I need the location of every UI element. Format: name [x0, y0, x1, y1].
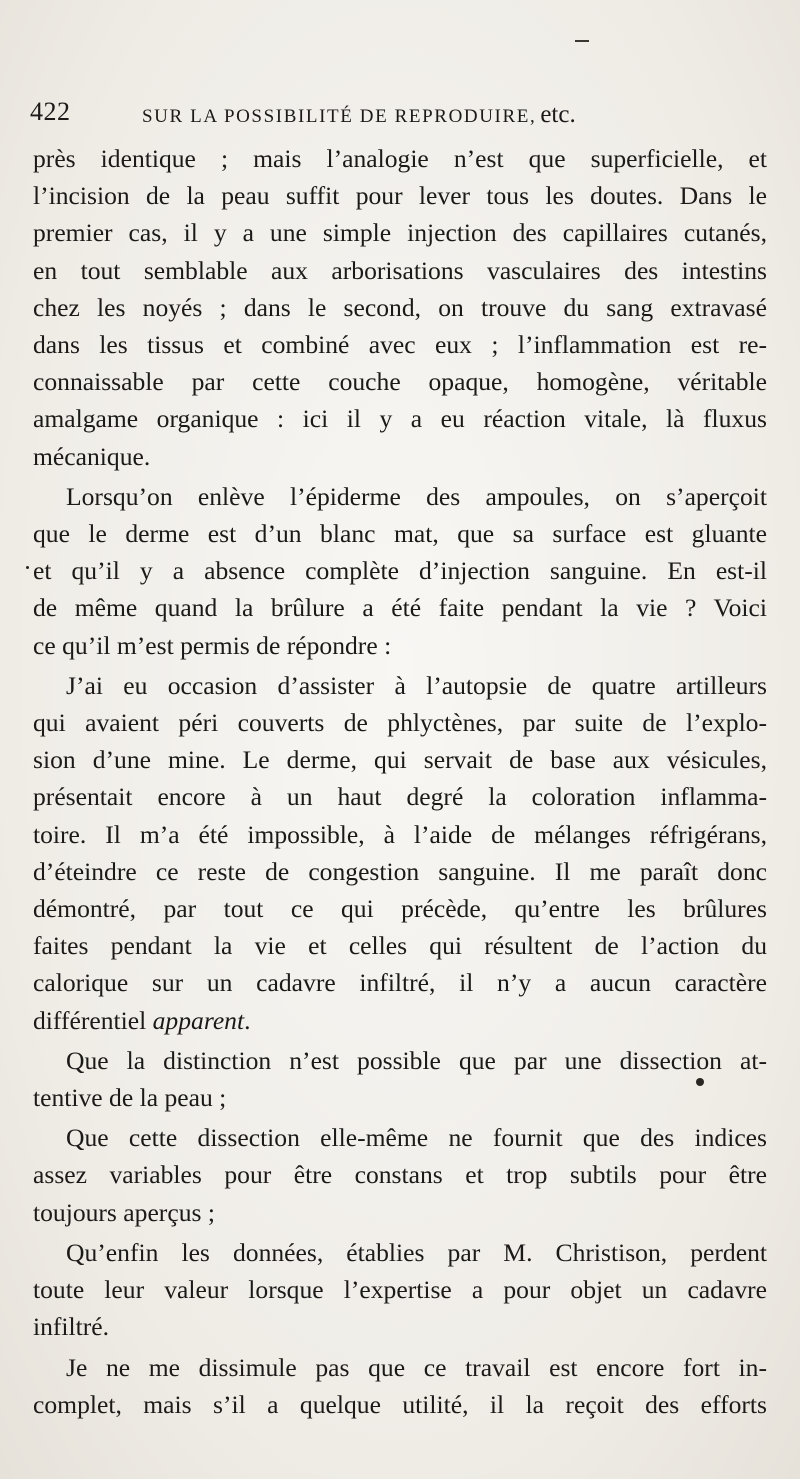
page-number: 422 [30, 97, 71, 126]
text-line: toujours aperçus ; [33, 1197, 215, 1227]
text-line: Lorsqu’on enlève l’épiderme des ampoules, on s’aperçoit [66, 481, 767, 511]
text-line: Qu’enfin les données, établies par M. Christison, perdent [66, 1237, 767, 1267]
text-line: et qu’il y a absence complète d’injection sanguine. En est-il [33, 556, 767, 586]
paragraph-5 [33, 1119, 767, 1231]
text-line: assez variables pour être constans et trop subtils pour être [33, 1160, 767, 1190]
text-line: premier cas, il y a une simple injection des capillaires cutanés, [33, 218, 767, 248]
text-line: complet, mais s’il a quelque utilité, il la reçoit des efforts [33, 1389, 767, 1419]
corner-mark [575, 40, 589, 42]
text-line: en tout semblable aux arborisations vasculaires des intestins [33, 255, 767, 285]
text-line: J’ai eu occasion d’assister à l’autopsie de quatre artilleurs [66, 670, 767, 700]
text-fragment: différentiel [33, 1005, 153, 1035]
running-head [30, 97, 760, 137]
paragraph-3 [33, 667, 767, 1039]
text-line: chez les noyés ; dans le second, on trouve du sang extravasé [33, 292, 767, 322]
text-line: d’éteindre ce reste de congestion sanguine. Il me paraît donc [33, 856, 767, 886]
text-line: toute leur valeur lorsque l’expertise a pour objet un cadavre [33, 1275, 767, 1305]
text-line [33, 1002, 767, 1039]
text-line: amalgame organique : ici il y a eu réaction vitale, là fluxus [33, 404, 767, 434]
ink-speck [696, 1078, 704, 1086]
text-line: tentive de la peau ; [33, 1083, 227, 1113]
text-line: l’incision de la peau suffit pour lever tous les doutes. Dans le [33, 181, 767, 211]
text-line: qui avaient péri couverts de phlyctènes, par suite de l’explo- [33, 708, 767, 738]
text-line: mécanique. [33, 441, 151, 471]
text-line: que le derme est d’un blanc mat, que sa surface est gluante [33, 519, 767, 549]
text-line: sion d’une mine. Le derme, qui servait de base aux vésicules, [33, 745, 767, 775]
paragraph-2 [33, 478, 767, 664]
text-line: Que cette dissection elle-même ne fournit que des indices [66, 1123, 767, 1153]
text-line: infiltré. [33, 1312, 110, 1342]
running-title-text: SUR LA POSSIBILITÉ DE REPRODUIRE, [142, 106, 537, 127]
text-line: Je ne me dissimule pas que ce travail est encore fort in- [66, 1352, 767, 1382]
emphasis-apparent: apparent [152, 1005, 245, 1035]
text-line: présentait encore à un haut degré la coloration inflamma- [33, 782, 767, 812]
text-line: ce qu’il m’est permis de répondre : [33, 630, 392, 660]
ink-speck [26, 566, 29, 569]
text-line: dans les tissus et combiné avec eux ; l’inflammation est re- [33, 330, 767, 360]
text-line: calorique sur un cadavre infiltré, il n’y a aucun caractère [33, 968, 767, 998]
text-fragment: . [244, 1005, 251, 1035]
paragraph-4 [33, 1042, 767, 1116]
body-text [33, 140, 767, 1423]
text-line: Que la distinction n’est possible que par une dissection at- [66, 1045, 767, 1075]
paragraph-6 [33, 1234, 767, 1346]
running-title [142, 101, 576, 129]
text-line: toire. Il m’a été impossible, à l’aide de mélanges réfrigérans, [33, 819, 767, 849]
text-line: connaissable par cette couche opaque, homogène, véritable [33, 367, 767, 397]
paragraph-7 [33, 1349, 767, 1423]
text-line: près identique ; mais l’analogie n’est que superficielle, et [33, 144, 767, 173]
text-line: de même quand la brûlure a été faite pendant la vie ? Voici [33, 593, 767, 623]
text-line: faites pendant la vie et celles qui résultent de l’action du [33, 931, 767, 961]
running-title-etc: etc. [540, 101, 576, 128]
text-line: démontré, par tout ce qui précède, qu’entre les brûlures [33, 894, 767, 924]
paragraph-1 [33, 140, 767, 475]
